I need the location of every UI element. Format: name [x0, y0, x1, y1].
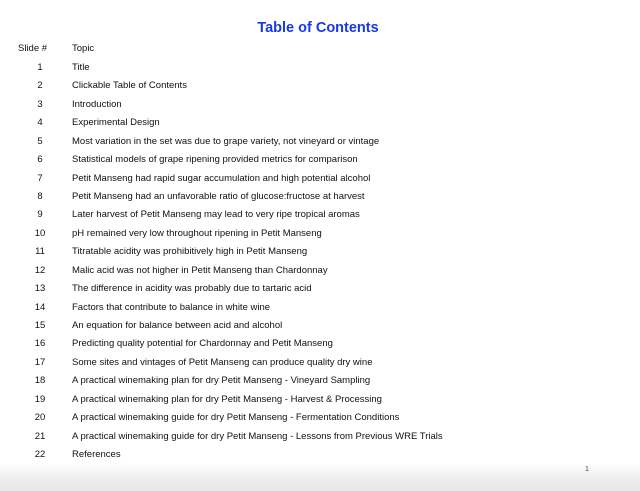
topic-link[interactable]: Predicting quality potential for Chardonnay and Petit Manseng [72, 338, 333, 350]
topic-link[interactable]: Petit Manseng had rapid sugar accumulation and high potential alcohol [72, 172, 371, 184]
slide-number: 9 [37, 209, 43, 221]
slide-number: 21 [34, 430, 46, 442]
topic-header: Topic [72, 43, 95, 54]
toc-row[interactable] [0, 302, 640, 320]
toc-row[interactable] [0, 357, 640, 375]
topic-link[interactable]: Some sites and vintages of Petit Manseng can produce quality dry wine [72, 356, 373, 368]
topic-link[interactable]: A practical winemaking plan for dry Petit Manseng - Harvest & Processing [72, 393, 382, 405]
slide-number: 5 [37, 135, 43, 147]
slide-number: 16 [34, 338, 46, 350]
toc-row[interactable] [0, 412, 640, 430]
toc-row[interactable] [0, 283, 640, 301]
page-number: 1 [585, 466, 589, 473]
page-title: Table of Contents [257, 20, 379, 36]
topic-link[interactable]: Clickable Table of Contents [72, 80, 187, 92]
slide-number: 6 [37, 154, 43, 166]
topic-link[interactable]: Experimental Design [72, 117, 160, 129]
slide-number: 22 [34, 449, 46, 461]
topic-link[interactable]: The difference in acidity was probably due to tartaric acid [72, 283, 312, 295]
slide-number-header: Slide # [18, 43, 48, 54]
slide-number: 12 [34, 264, 46, 276]
slide-number: 1 [37, 62, 43, 73]
slide-number: 17 [34, 356, 46, 368]
toc-row[interactable] [0, 265, 640, 283]
slide-number: 8 [37, 191, 43, 202]
topic-link[interactable]: Factors that contribute to balance in white wine [72, 301, 271, 313]
slide-number: 10 [34, 227, 46, 239]
toc-row[interactable] [0, 228, 640, 246]
topic-link[interactable]: Statistical models of grape ripening provided metrics for comparison [72, 154, 358, 166]
topic-link[interactable]: Later harvest of Petit Manseng may lead to very ripe tropical aromas [72, 209, 360, 221]
topic-link[interactable]: An equation for balance between acid and alcohol [72, 320, 283, 332]
topic-link[interactable]: A practical winemaking plan for dry Petit Manseng - Vineyard Sampling [72, 375, 371, 387]
topic-link[interactable]: Petit Manseng had an unfavorable ratio of glucose:fructose at harvest [72, 191, 365, 202]
toc-row[interactable] [0, 173, 640, 191]
slide-number: 11 [35, 246, 45, 258]
topic-link[interactable]: Most variation in the set was due to grape variety, not vineyard or vintage [72, 135, 380, 147]
topic-link[interactable]: Titratable acidity was prohibitively high in Petit Manseng [72, 246, 308, 258]
topic-link[interactable]: References [72, 449, 121, 461]
toc-row[interactable] [0, 117, 640, 135]
slide-number: 4 [37, 117, 43, 129]
toc-row[interactable] [0, 431, 640, 449]
topic-link[interactable]: A practical winemaking guide for dry Petit Manseng - Fermentation Conditions [72, 412, 400, 424]
slide-number: 20 [34, 412, 46, 424]
toc-row[interactable] [0, 320, 640, 338]
topic-link[interactable]: A practical winemaking guide for dry Petit Manseng - Lessons from Previous WRE Trials [72, 430, 443, 442]
slide-number: 3 [37, 98, 43, 110]
toc-row[interactable] [0, 375, 640, 393]
slide-number: 14 [34, 301, 46, 313]
topic-link[interactable]: pH remained very low throughout ripening in Petit Manseng [72, 227, 322, 239]
topic-link[interactable]: Title [72, 62, 90, 73]
slide-number: 18 [34, 375, 46, 387]
slide-number: 19 [34, 393, 46, 405]
toc-row[interactable] [0, 246, 640, 264]
slide-number: 13 [34, 283, 46, 295]
toc-row[interactable] [0, 338, 640, 356]
toc-row[interactable] [0, 209, 640, 227]
topic-link[interactable]: Malic acid was not higher in Petit Manseng than Chardonnay [72, 264, 328, 276]
toc-row[interactable] [0, 80, 640, 98]
toc-row[interactable] [0, 62, 640, 80]
toc-row[interactable] [0, 154, 640, 172]
toc-row[interactable] [0, 394, 640, 412]
toc-row[interactable] [0, 99, 640, 117]
slide-number: 15 [34, 320, 46, 332]
toc-row[interactable] [0, 191, 640, 209]
page-footer [0, 463, 640, 491]
topic-link[interactable]: Introduction [72, 98, 122, 110]
slide-number: 2 [37, 80, 43, 92]
slide-number: 7 [37, 172, 43, 184]
toc-row[interactable] [0, 136, 640, 154]
